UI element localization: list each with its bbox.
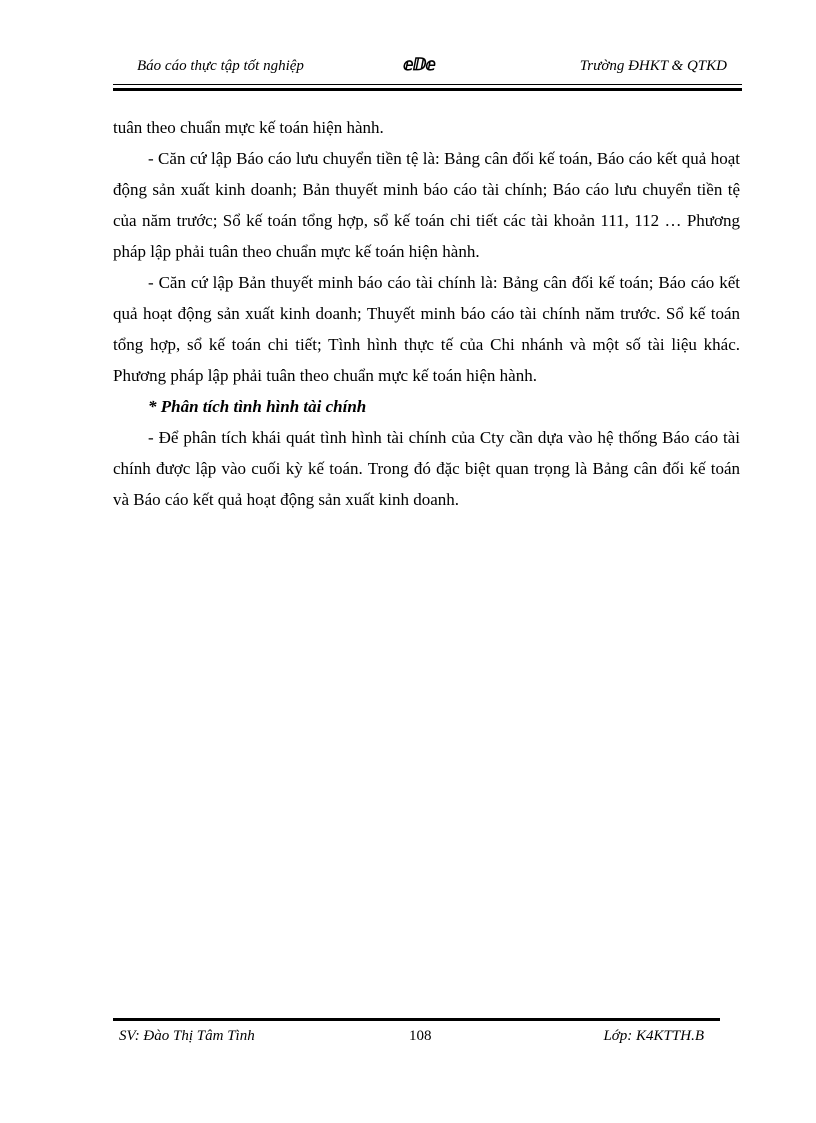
page-body xyxy=(113,112,740,515)
paragraph-continuation: tuân theo chuẩn mực kế toán hiện hành. xyxy=(113,118,384,137)
header-report-title: Báo cáo thực tập tốt nghiệp xyxy=(137,58,304,74)
header-ornament-icon: ⅇⅅⅇ xyxy=(403,55,435,74)
header-rule-thick xyxy=(113,88,742,91)
page-header xyxy=(113,56,741,80)
page-number: 108 xyxy=(409,1028,432,1044)
footer-class: Lớp: K4KTTH.B xyxy=(603,1028,704,1044)
section-heading: * Phân tích tình hình tài chính xyxy=(148,397,367,416)
footer-student: SV: Đào Thị Tâm Tình xyxy=(119,1028,255,1044)
header-university: Trường ĐHKT & QTKD xyxy=(579,58,727,74)
header-rule-thin xyxy=(113,84,742,85)
page-footer xyxy=(113,1026,720,1050)
paragraph-cash-flow-basis: - Căn cứ lập Báo cáo lưu chuyển tiền tệ là: Bảng cân đối kế toán, Báo cáo kết quả hoạt động sản xuất kinh doanh; Bản thuyết minh báo cáo tài chính; Báo cáo lưu chuyển tiền tệ của năm trước; Sổ kế toán tổng hợp, sổ kế toán chi tiết các tài khoản 111, 112 … Phương pháp lập phải tuân theo chuẩn mực kế toán hiện hành. xyxy=(113,149,740,261)
paragraph-financial-analysis: - Để phân tích khái quát tình hình tài chính của Cty cần dựa vào hệ thống Báo cáo tài chính được lập vào cuối kỳ kế toán. Trong đó đặc biệt quan trọng là Bảng cân đối kế toán và Báo cáo kết quả hoạt động sản xuất kinh doanh. xyxy=(113,428,740,509)
footer-rule xyxy=(113,1018,720,1021)
paragraph-notes-basis: - Căn cứ lập Bản thuyết minh báo cáo tài chính là: Bảng cân đối kế toán; Báo cáo kết quả hoạt động sản xuất kinh doanh; Thuyết minh báo cáo tài chính năm trước. Sổ kế toán tổng hợp, sổ kế toán chi tiết; Tình hình thực tế của Chi nhánh và một số tài liệu khác. Phương pháp lập phải tuân theo chuẩn mực kế toán hiện hành. xyxy=(113,273,740,385)
